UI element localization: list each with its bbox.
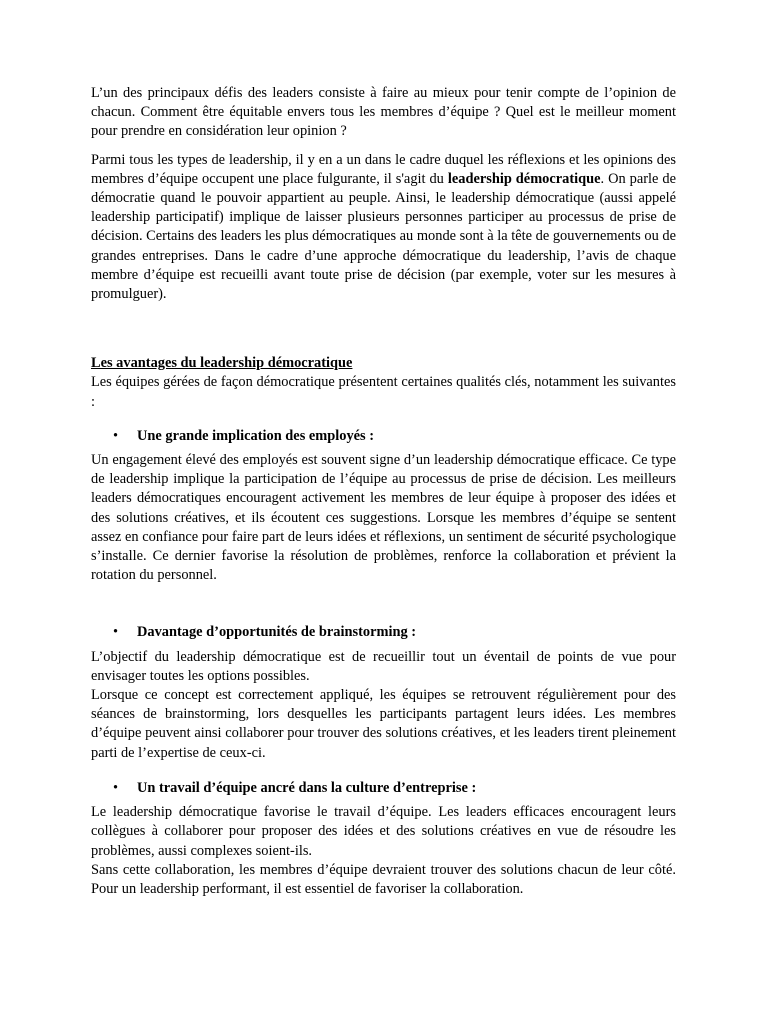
bullet-icon: • — [113, 427, 119, 444]
leadership-definition-paragraph — [91, 151, 676, 305]
intro-paragraph: L’un des principaux défis des leaders consiste à faire au mieux pour tenir compte de l’opinion de chacun. Comment être équitable envers tous les membres d’équipe ? Quel est le meilleur moment pour prendre en considération leur opinion ? — [91, 85, 676, 140]
bullet-heading-text: Une grande implication des employés : — [137, 427, 375, 444]
section-heading: Les avantages du leadership démocratique — [91, 355, 353, 372]
body-paragraph: L’objectif du leadership démocratique est de recueillir tout un éventail de points de vue pour envisager toutes les options possibles. — [91, 648, 676, 684]
bullet-icon: • — [113, 624, 119, 641]
body-paragraph: Le leadership démocratique favorise le travail d’équipe. Les leaders efficaces encouragent leurs collègues à collaborer pour proposer des idées et des solutions créatives en vue de résoudre les problèmes, aussi complexes soient-ils. — [91, 804, 676, 859]
bullet-icon: • — [113, 779, 119, 796]
document-page — [91, 84, 676, 899]
bullet-heading-teamwork — [113, 779, 676, 798]
body-paragraph: Sans cette collaboration, les membres d’équipe devraient trouver des solutions chacun de leur côté. Pour un leadership performant, il est essentiel de favoriser la collaboration. — [91, 861, 676, 897]
body-paragraph: Lorsque ce concept est correctement appliqué, les équipes se retrouvent régulièrement pour des séances de brainstorming, lors desquelles les participants partagent leurs idées. Les membres d’équipe peuvent ainsi collaborer pour trouver des solutions créatives, et les leaders tirent pleinement parti de l’expertise de ceux-ci. — [91, 687, 676, 761]
paragraph-text: Parmi tous les types de leadership, il y en a un dans le cadre duquel les réflexions et les opinions des membres d’équipe occupent une place fulgurante, il s'agit du — [91, 151, 676, 187]
bullet-heading-text: Davantage d’opportunités de brainstorming : — [137, 624, 417, 641]
bullet-heading-brainstorming — [113, 623, 676, 642]
body-paragraph: Un engagement élevé des employés est souvent signe d’un leadership démocratique efficace. Ce type de leadership implique la participation de l’équipe au processus de prise de décision. Les meilleurs leaders démocratiques encouragent activement les membres de leur équipe à proposer des idées et des solutions créatives, et ils écoutent ces suggestions. Lorsque les membres d’équipe se sentent assez en confiance pour faire part de leurs idées et réflexions, un sentiment de sécurité psychologique s’installe. Ce dernier favorise la résolution de problèmes, renforce la collaboration et prévient la rotation du personnel. — [91, 452, 676, 584]
bullet-heading-text: Un travail d’équipe ancré dans la culture d’entreprise : — [137, 779, 477, 796]
bold-term: leadership démocratique — [447, 170, 601, 187]
bullet-heading-employee-involvement — [113, 427, 676, 446]
paragraph-text: . On parle de démocratie quand le pouvoir appartient au peuple. Ainsi, le leadership démocratique (aussi appelé leadership participatif) implique de laisser plusieurs personnes participer au processus de prise de décision. Certains des leaders les plus démocratiques au monde sont à la tête de gouvernements ou de grandes entreprises. Dans le cadre d’une approche démocratique du leadership, l’avis de chaque membre d’équipe est recueilli avant toute prise de décision (par exemple, voter sur les mesures à promulguer). — [91, 170, 676, 303]
section-intro-paragraph: Les équipes gérées de façon démocratique présentent certaines qualités clés, notamment les suivantes : — [91, 374, 676, 410]
